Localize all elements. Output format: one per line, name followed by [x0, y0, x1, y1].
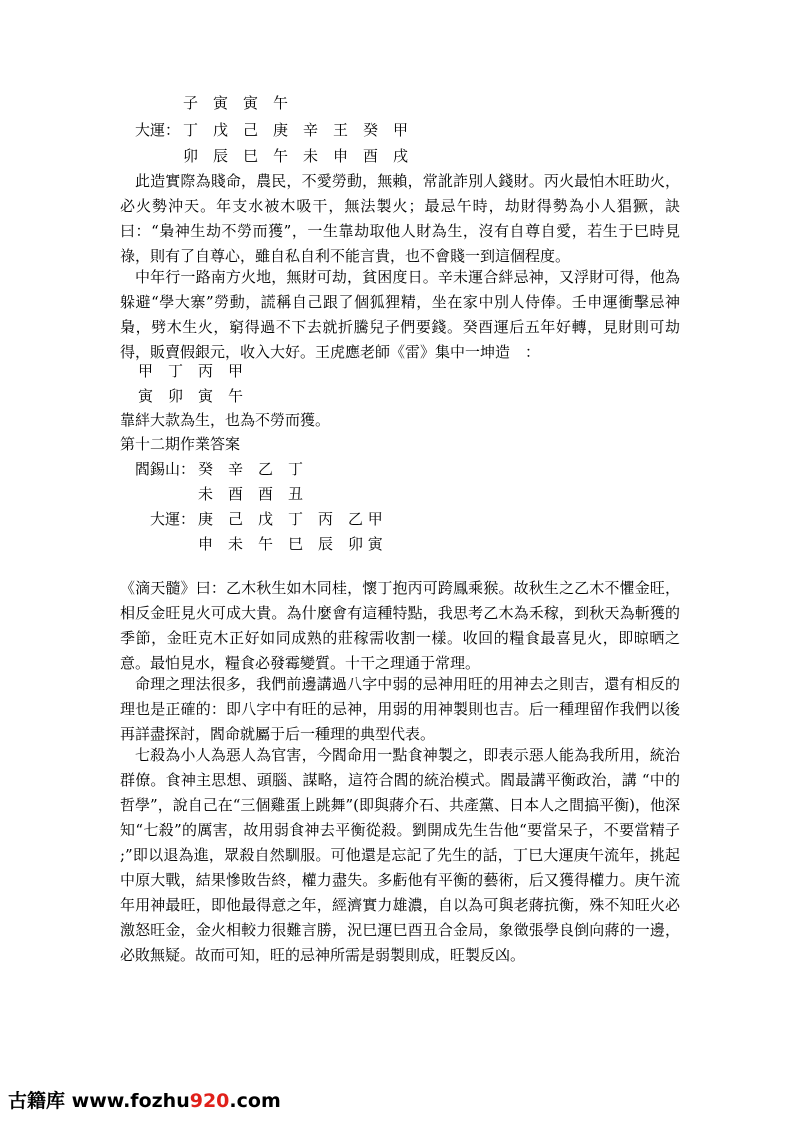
- chart3-dayun-branches: 申 未 午 巳 辰 卯 寅: [198, 535, 383, 553]
- chart1-dayun-label: 大運：: [135, 121, 181, 139]
- body-paragraph-1: 此造實際為賤命，農民，不愛勞動，無賴，常訛詐別人錢財。丙火最怕木旺助火，必火勢沖天。年支水被木吸干，無法製火；最忌午時，劫財得勢為小人猖獗，訣曰：“梟神生劫不勞而獲”，一生靠劫取他人財為生，沒有自尊自愛，若生于巳時見祿，則有了自尊心，雖自私自利不能言貴，也不會賤一到這個程度。: [120, 172, 680, 265]
- footer-url-number: 920: [189, 1090, 230, 1112]
- footer-brand: 古籍库: [8, 1090, 66, 1112]
- chart3-name-label: 閻錫山：: [135, 460, 196, 478]
- chart3-branches: 未 酉 酉 丑: [198, 485, 304, 503]
- chart1-row1: 子 寅 寅 午: [183, 94, 289, 112]
- note-line: 靠絆大款為生，也為不勞而獲。: [120, 411, 331, 429]
- chart2-row1: 甲 丁 丙 甲: [138, 362, 244, 380]
- chart3-dayun-stems: 庚 己 戊 丁 丙 乙 甲: [198, 510, 383, 528]
- chart1-dayun-stems: 丁 戊 己 庚 辛 王 癸 甲: [183, 121, 409, 139]
- body-paragraph-3: 《滴天髓》曰：乙木秋生如木同桂，懷丁抱丙可跨鳳乘猴。故秋生之乙木不懼金旺，相反金旺見火可成大貴。為什麼會有這種特點，我思考乙木為禾稼，到秋天為斬獲的季節，金旺克木正好如同成熟的莊稼需收割一樣。收回的糧食最喜見火，即晾晒之意。最怕見水，糧食必發霉變質。十干之理通于常理。: [120, 579, 680, 672]
- footer-url-suffix: .com: [229, 1090, 281, 1112]
- chart3-stems: 癸 辛 乙 丁: [198, 460, 304, 478]
- footer-url-prefix: www.fozhu: [71, 1090, 190, 1112]
- body-paragraph-4: 命理之理法很多，我們前邊講過八字中弱的忌神用旺的用神去之則吉，還有相反的理也是正確的：即八字中有旺的忌神，用弱的用神製則也吉。后一種理留作我們以後再詳盡探討，閻命就屬于后一種理的典型代表。: [120, 675, 680, 743]
- chart3-dayun-label: 大運：: [150, 510, 196, 528]
- section-title: 第十二期作業答案: [120, 435, 241, 453]
- chart1-dayun-branches: 卯 辰 巳 午 未 申 酉 戌: [183, 147, 409, 165]
- footer-watermark: [8, 1086, 281, 1113]
- body-paragraph-5: 七殺為小人為惡人為官害，今閻命用一點食神製之，即表示惡人能為我所用，統治群僚。食神主思想、頭腦、謀略，這符合閻的統治模式。閻最講平衡政治，講 “中的哲學”，說自己在“三個雞蛋上跳舞”(即與蔣介石、共產黨、日本人之間搞平衡)，他深知“七殺”的厲害，故用弱食神去平衡從殺。劉開成先生告他“要當呆子，不要當精子 ;”即以退為進，眾殺自然馴服。可他還是忘記了先生的話，丁巳大運庚午流年，挑起中原大戰，結果慘敗告終，權力盡失。多虧他有平衡的藝術，后又獲得權力。庚午流年用神最旺，即他最得意之年，經濟實力雄濃，自以為可與老蔣抗衡，殊不知旺火必激怒旺金，金火相較力很難言勝，況巳運巳酉丑合金局，象徵張學良倒向蔣的一邊，必敗無疑。故而可知，旺的忌神所需是弱製則成，旺製反凶。: [120, 746, 680, 964]
- chart2-row2: 寅 卯 寅 午: [138, 387, 244, 405]
- body-paragraph-2: 中年行一路南方火地，無財可劫，貧困度日。辛未運合絆忌神，又浮財可得，他為躲避“學大寨”勞動，謊稱自己跟了個狐狸精，坐在家中別人侍俸。壬申運衝擊忌神梟，劈木生火，窮得過不下去就折騰兒子們要錢。癸酉運后五年好轉，見財則可劫得，販賣假銀元，收入大好。王虎應老師《雷》集中一坤造 ：: [120, 268, 680, 361]
